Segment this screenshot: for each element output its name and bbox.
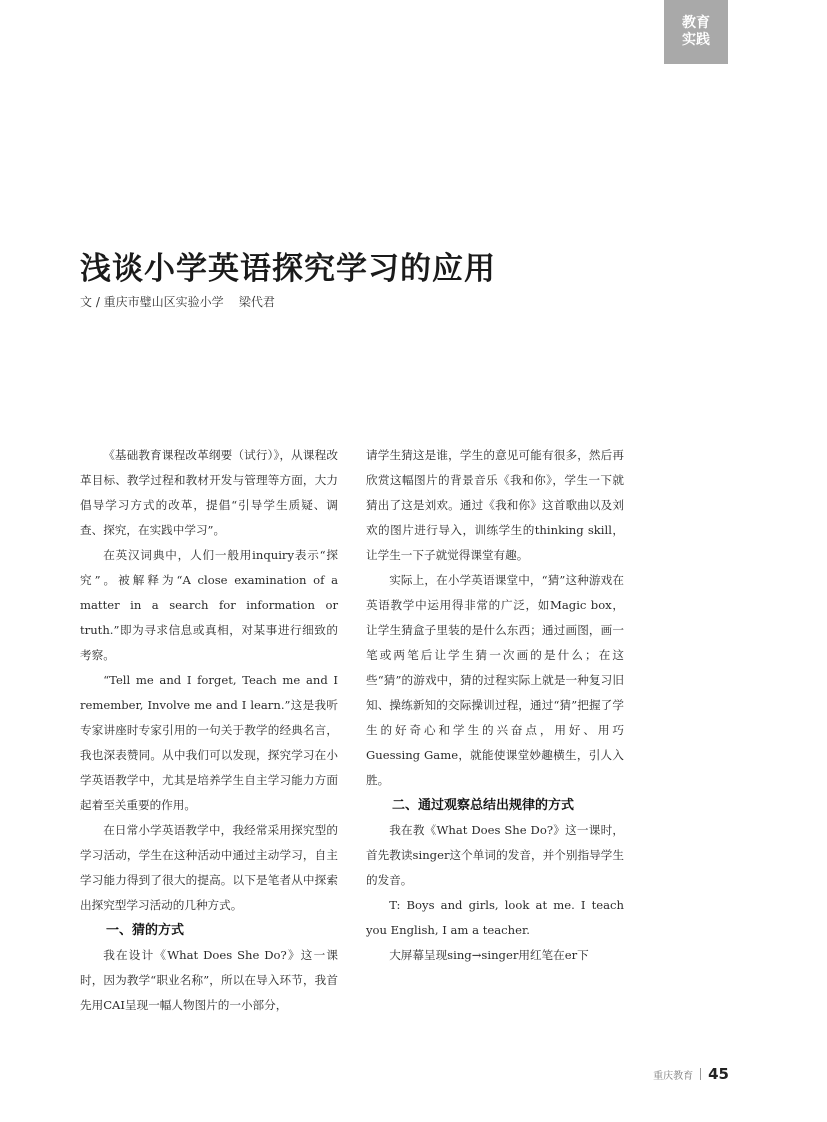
paragraph: 《基础教育课程改革纲要（试行）》，从课程改革目标、教学过程和教材开发与管理等方面，大力倡导学习方式的改革，提倡“引导学生质疑、调查、探究，在实践中学习”。 xyxy=(80,448,338,537)
paragraph: “Tell me and I forget, Teach me and I remember, Involve me and I learn.”这是我听专家讲座时专家引用的一句关于教学的经典名言，我也深表赞同。从中我们可以发现，探究学习在小学英语教学中，尤其是培养学生自主学习能力方面起着至关重要的作用。 xyxy=(80,673,338,812)
left-column xyxy=(80,443,338,1018)
section-heading: 二、通过观察总结出规律的方式 xyxy=(392,798,575,813)
paragraph: T: Boys and girls, look at me. I teach you English, I am a teacher. xyxy=(366,898,624,937)
article-byline: 文 / 重庆市璧山区实验小学 梁代君 xyxy=(80,295,275,309)
right-column xyxy=(366,443,624,968)
article-title: 浅谈小学英语探究学习的应用 xyxy=(80,251,496,287)
section-tag xyxy=(664,0,728,64)
paragraph: 大屏幕呈现sing→singer用红笔在er下 xyxy=(389,948,589,962)
section-heading: 一、猜的方式 xyxy=(106,923,185,938)
paragraph: 我在教《What Does She Do?》这一课时，首先教读singer这个单词的发音，并个别指导学生的发音。 xyxy=(366,823,624,887)
paragraph: 在英汉词典中，人们一般用inquiry表示“探究”。被解释为“A close examination of a matter in a search for information or truth.”即为寻求信息或真相，对某事进行细致的考察。 xyxy=(80,548,338,662)
page-number: 45 xyxy=(708,1065,729,1083)
paragraph: 在日常小学英语教学中，我经常采用探究型的学习活动，学生在这种活动中通过主动学习，自主学习能力得到了很大的提高。以下是笔者从中探索出探究型学习活动的几种方式。 xyxy=(80,823,338,912)
paragraph: 我在设计《What Does She Do?》这一课时，因为教学“职业名称”，所以在导入环节，我首先用CAI呈现一幅人物图片的一小部分， xyxy=(80,948,338,1012)
page-footer xyxy=(653,1065,729,1083)
section-tag-line1: 教育 xyxy=(682,15,710,31)
journal-name: 重庆教育 xyxy=(653,1070,694,1082)
section-tag-line2: 实践 xyxy=(682,32,710,48)
paragraph: 实际上，在小学英语课堂中，“猜”这种游戏在英语教学中运用得非常的广泛，如Magic box，让学生猜盒子里装的是什么东西；通过画图，画一笔或两笔后让学生猜一次画的是什么；在这些“猜”的游戏中，猜的过程实际上就是一种复习旧知、操练新知的交际操训过程，通过“猜”把握了学生的好奇心和学生的兴奋点，用好、用巧Guessing Game，就能使课堂妙趣横生，引人入胜。 xyxy=(366,573,624,787)
footer-divider xyxy=(700,1068,701,1080)
paragraph: 请学生猜这是谁，学生的意见可能有很多，然后再欣赏这幅图片的背景音乐《我和你》，学生一下就猜出了这是刘欢。通过《我和你》这首歌曲以及刘欢的图片进行导入，训练学生的thinking skill，让学生一下子就觉得课堂有趣。 xyxy=(366,448,624,562)
